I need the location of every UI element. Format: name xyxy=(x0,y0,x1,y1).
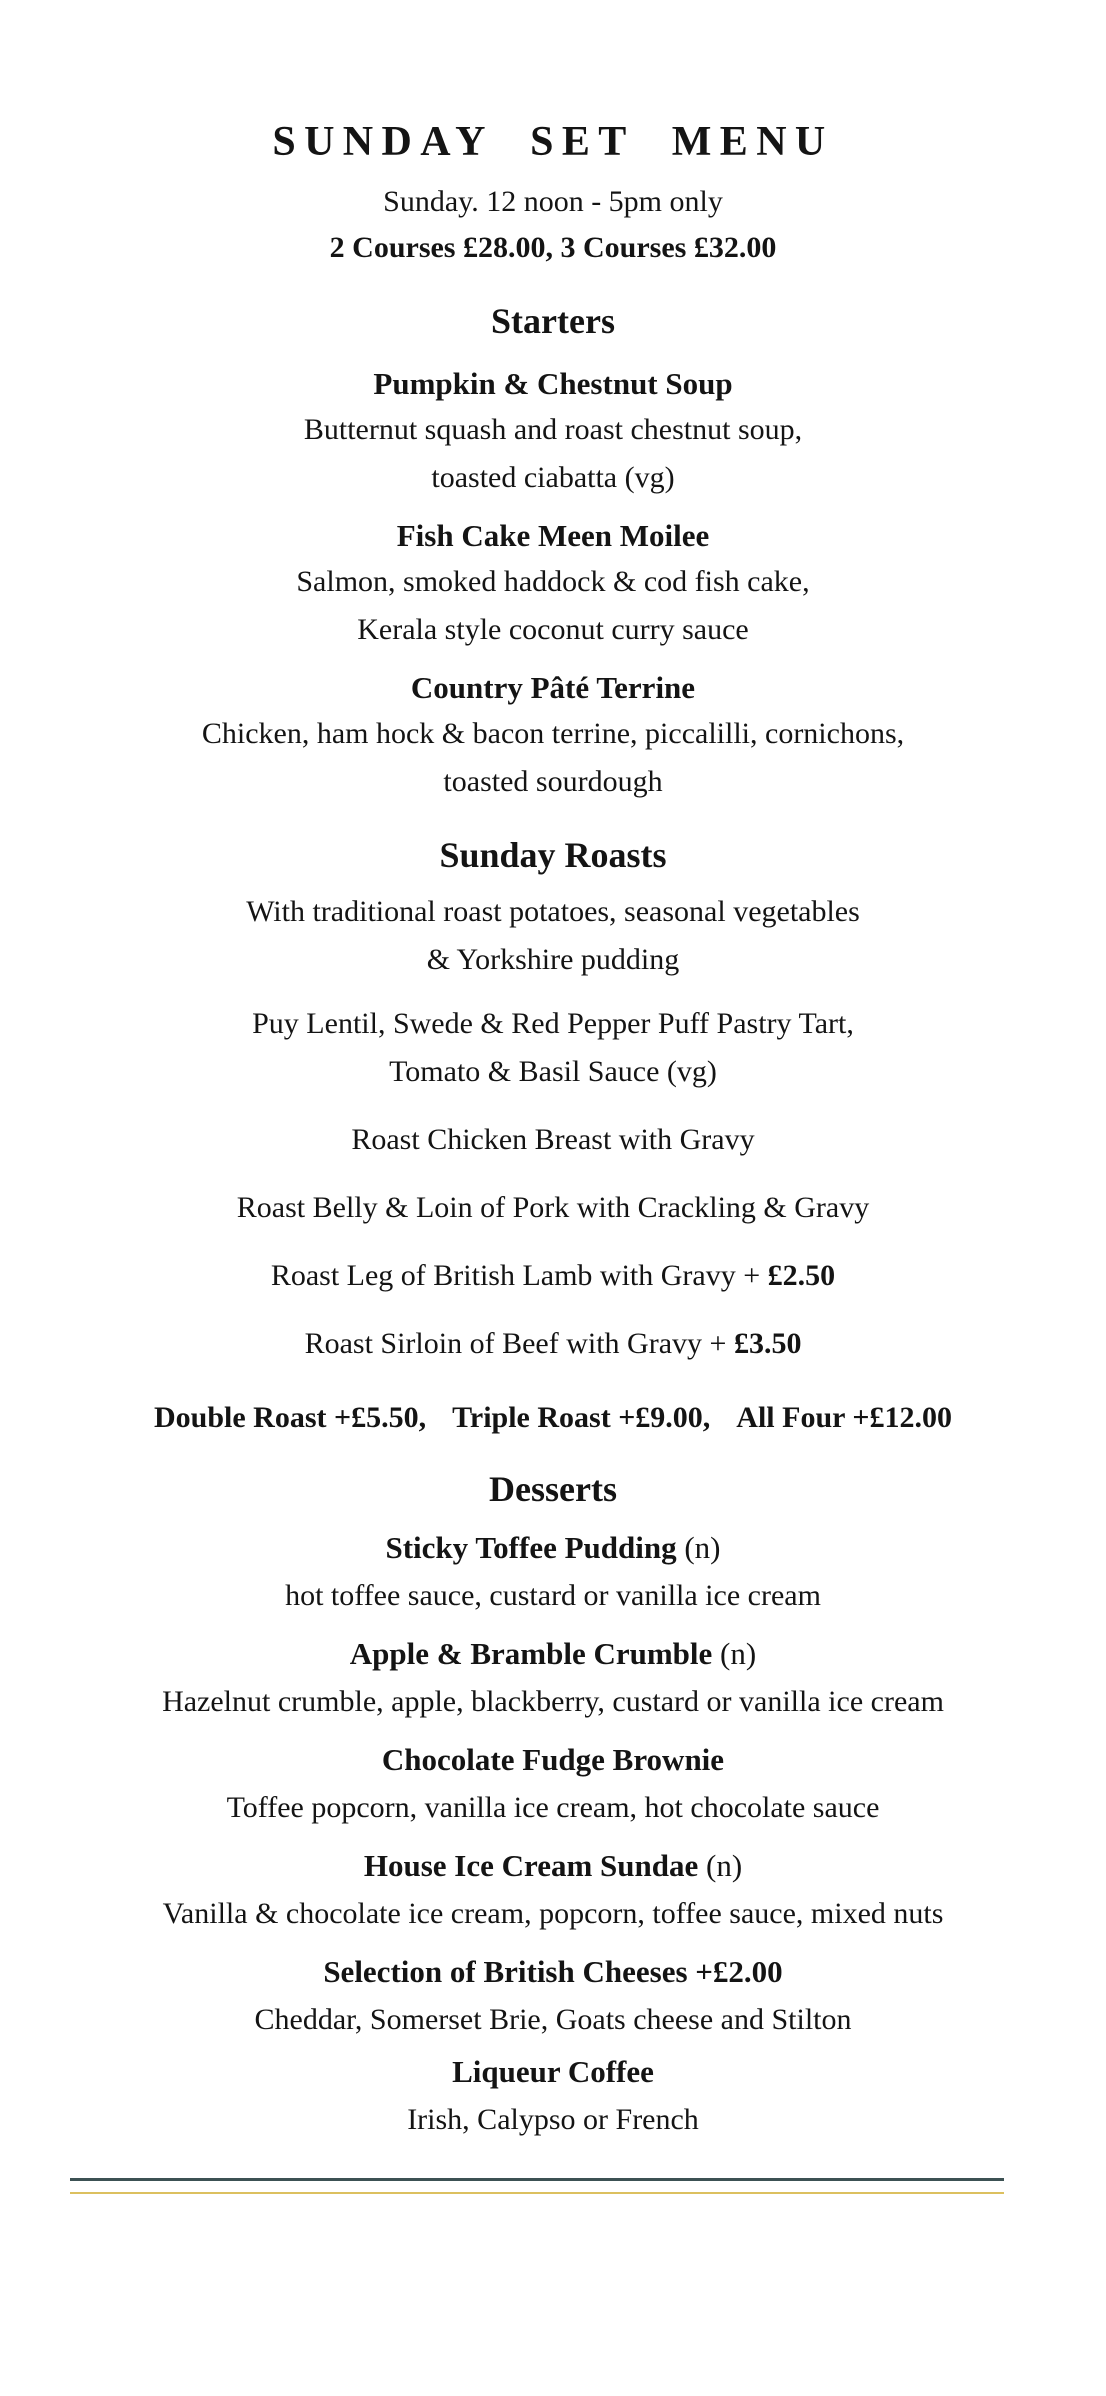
allergen-note: (n) xyxy=(676,1530,721,1565)
supplement-triple-roast: Triple Roast +£9.00, xyxy=(452,1401,711,1434)
divider-gold-line xyxy=(70,2192,1004,2194)
menu-item-roast-chicken xyxy=(0,1116,1106,1164)
item-description-line: Chicken, ham hock & bacon terrine, piccalilli, cornichons, xyxy=(201,717,905,750)
menu-item-pate-terrine xyxy=(0,666,1106,806)
menu-header xyxy=(0,116,1106,268)
menu-item-liqueur-coffee xyxy=(0,2050,1106,2146)
menu-schedule: Sunday. 12 noon - 5pm only xyxy=(383,185,723,218)
menu-item-apple-crumble xyxy=(0,1632,1106,1728)
divider-dark-line xyxy=(70,2178,1004,2181)
item-text-line: Puy Lentil, Swede & Red Pepper Puff Pastry Tart, xyxy=(252,1007,854,1040)
item-name xyxy=(0,1738,1106,1782)
item-name: Fish Cake Meen Moilee xyxy=(396,518,710,553)
desserts-heading: Desserts xyxy=(489,1469,617,1509)
item-name-text: Liqueur Coffee xyxy=(452,2054,654,2089)
item-description-line: Hazelnut crumble, apple, blackberry, custard or vanilla ice cream xyxy=(162,1685,944,1718)
menu-item-roast-beef xyxy=(0,1320,1106,1368)
item-description-line: Vanilla & chocolate ice cream, popcorn, toffee sauce, mixed nuts xyxy=(162,1897,944,1930)
item-description-line: toasted ciabatta (vg) xyxy=(431,461,675,494)
item-text-line xyxy=(0,1252,1106,1300)
starters-heading: Starters xyxy=(491,301,615,341)
menu-item-sticky-toffee xyxy=(0,1526,1106,1622)
menu-item-roast-lamb xyxy=(0,1252,1106,1300)
item-text: Roast Sirloin of Beef with Gravy + xyxy=(304,1327,734,1360)
item-description-line: Toffee popcorn, vanilla ice cream, hot chocolate sauce xyxy=(226,1791,880,1824)
roasts-intro-line: With traditional roast potatoes, seasonal vegetables xyxy=(246,895,860,928)
item-name-text: House Ice Cream Sundae xyxy=(363,1848,699,1883)
item-text-line: Roast Chicken Breast with Gravy xyxy=(351,1123,755,1156)
item-name xyxy=(0,1632,1106,1676)
item-name-text: Apple & Bramble Crumble xyxy=(349,1636,713,1671)
menu-item-british-cheeses xyxy=(0,1950,1106,2046)
item-name xyxy=(0,1844,1106,1888)
item-text: Roast Leg of British Lamb with Gravy + xyxy=(270,1259,768,1292)
item-text-line: Roast Belly & Loin of Pork with Crackling & Gravy xyxy=(236,1191,870,1224)
item-name-text: Chocolate Fudge Brownie xyxy=(381,1742,725,1777)
roasts-heading: Sunday Roasts xyxy=(439,835,667,875)
menu-pricing: 2 Courses £28.00, 3 Courses £32.00 xyxy=(329,231,777,264)
item-description-line: hot toffee sauce, custard or vanilla ice cream xyxy=(285,1579,821,1612)
section-sunday-roasts xyxy=(0,832,1106,1442)
item-description-line: Butternut squash and roast chestnut soup, xyxy=(303,413,803,446)
item-name xyxy=(0,1526,1106,1570)
item-text-line xyxy=(0,1320,1106,1368)
item-description-line: toasted sourdough xyxy=(443,765,663,798)
item-text-line: Tomato & Basil Sauce (vg) xyxy=(389,1055,717,1088)
menu-title: SUNDAY SET MENU xyxy=(272,119,834,165)
allergen-note: (n) xyxy=(712,1636,757,1671)
item-description-line: Cheddar, Somerset Brie, Goats cheese and Stilton xyxy=(254,2003,852,2036)
footer-divider xyxy=(70,2178,1004,2194)
item-description-line: Irish, Calypso or French xyxy=(407,2103,699,2136)
item-description-line: Salmon, smoked haddock & cod fish cake, xyxy=(296,565,810,598)
section-desserts xyxy=(0,1466,1106,2146)
menu-item-ice-cream-sundae xyxy=(0,1844,1106,1940)
menu-item-roast-pork xyxy=(0,1184,1106,1232)
item-name: Pumpkin & Chestnut Soup xyxy=(373,366,733,401)
menu-item-fish-cake xyxy=(0,514,1106,654)
section-starters xyxy=(0,298,1106,806)
menu-item-puff-pastry-tart xyxy=(0,1000,1106,1096)
supplement-all-four: All Four +£12.00 xyxy=(736,1401,953,1434)
item-description-line: Kerala style coconut curry sauce xyxy=(357,613,749,646)
menu-item-fudge-brownie xyxy=(0,1738,1106,1834)
item-name xyxy=(0,1950,1106,1994)
allergen-note: (n) xyxy=(698,1848,743,1883)
supplement-double-roast: Double Roast +£5.50, xyxy=(153,1401,427,1434)
item-name: Country Pâté Terrine xyxy=(410,670,696,705)
item-name xyxy=(0,2050,1106,2094)
item-price: £2.50 xyxy=(767,1259,836,1292)
item-name-text: Sticky Toffee Pudding xyxy=(385,1530,677,1565)
roast-supplements-line xyxy=(0,1394,1106,1442)
menu-item-pumpkin-soup xyxy=(0,362,1106,502)
item-name-text: Selection of British Cheeses +£2.00 xyxy=(323,1954,783,1989)
roasts-intro-line: & Yorkshire pudding xyxy=(426,943,680,976)
item-price: £3.50 xyxy=(733,1327,802,1360)
